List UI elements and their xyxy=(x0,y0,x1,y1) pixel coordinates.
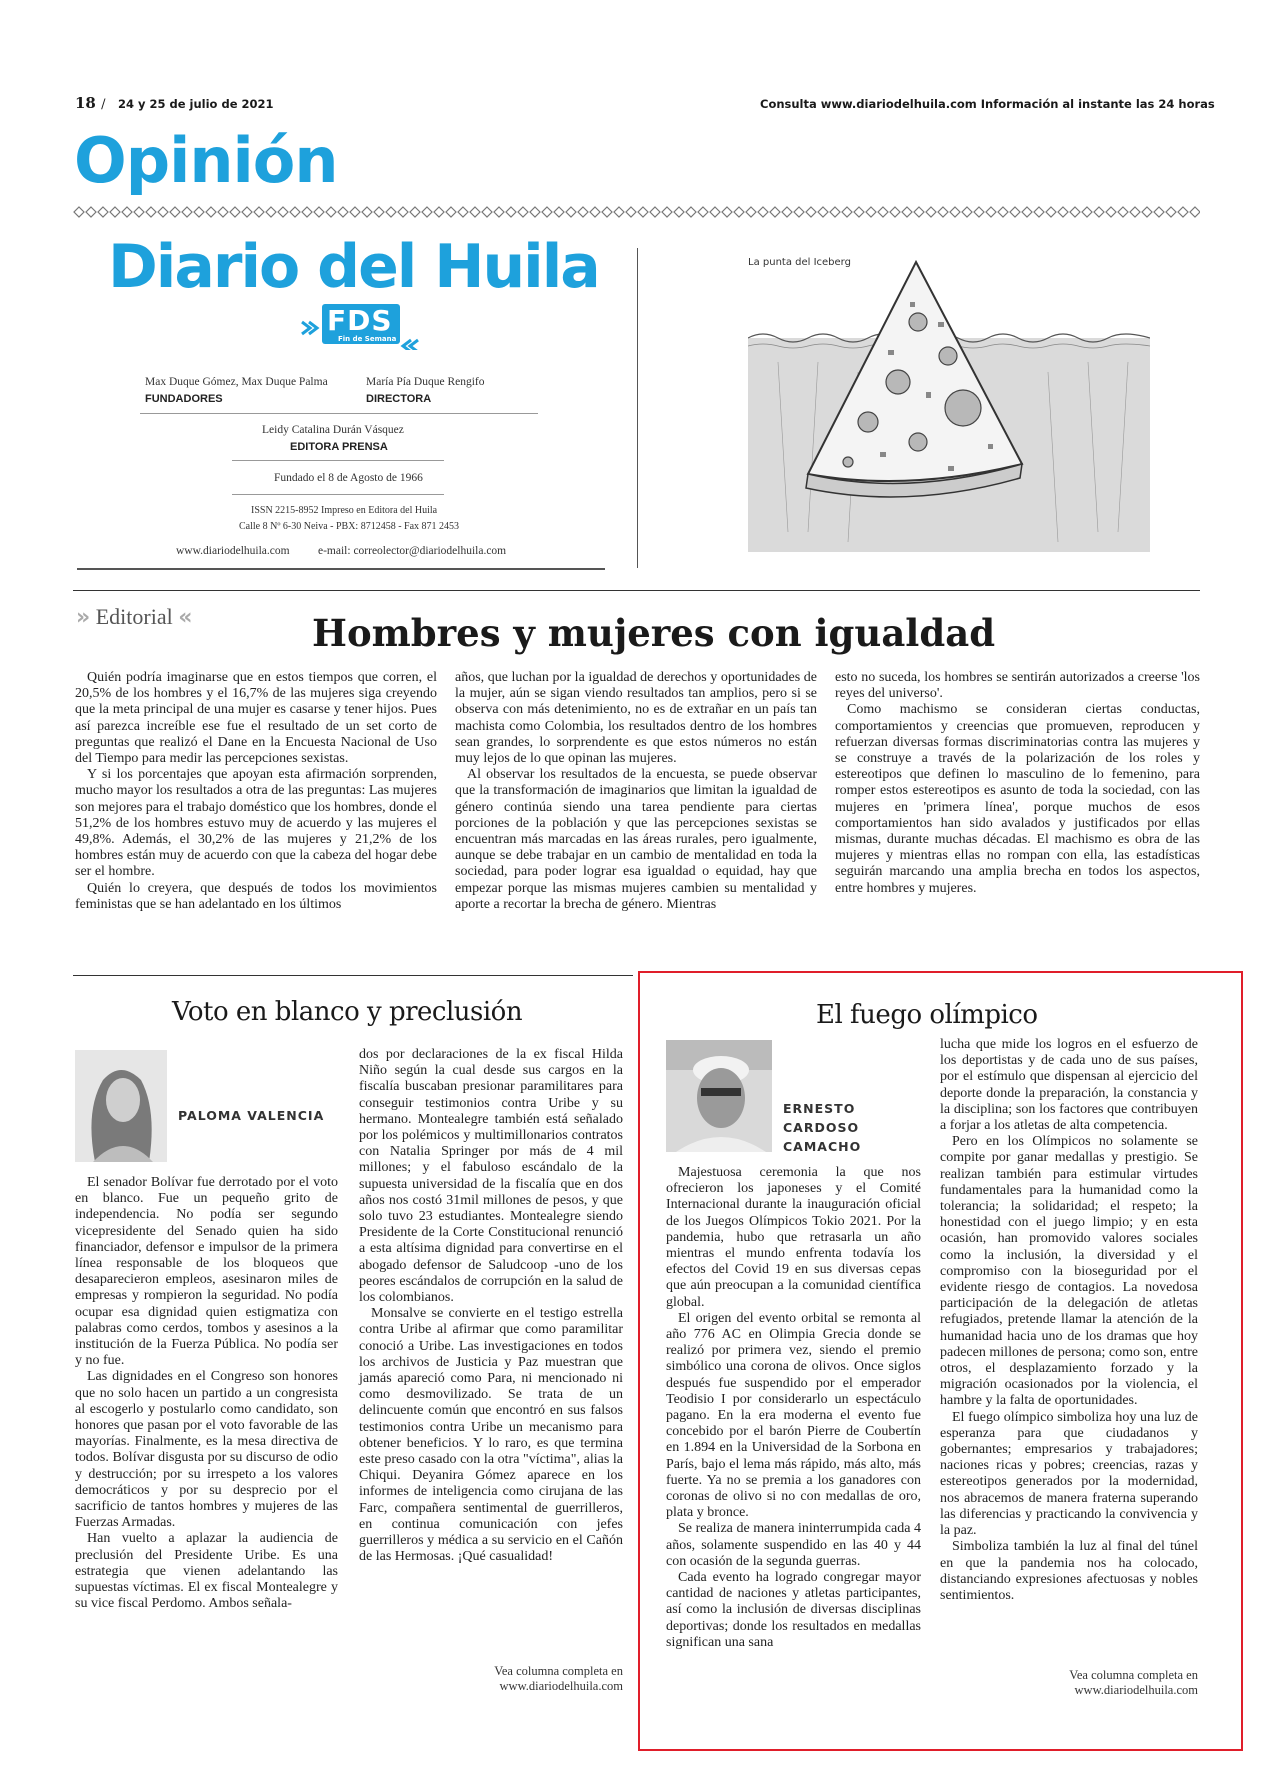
cartoon xyxy=(748,252,1150,552)
fds-badge-sub: Fin de Semana xyxy=(338,335,397,343)
paragraph: Majestuosa ceremonia la que nos ofrecieron los japoneses y el Comité Internacional durante la inauguración oficial de los Juegos Olímpicos Tokio 2021. Por la pandemia, hubo que retrasarla un año mientras el mundo enfrenta todavía los efectos del Covid 19 en sus diversas cepas que aún preocupan a la comunidad científica global. xyxy=(666,1165,921,1310)
decorative-chain-divider xyxy=(73,206,1200,218)
paragraph: Se realiza de manera ininterrumpida cada 4 años, solamente suspendido en las 40 y 44 con ocasión de la segunda guerras. xyxy=(666,1521,921,1569)
read-more-label: Vea columna completa en xyxy=(1069,1668,1198,1682)
address-line: Calle 8 Nº 6-30 Neiva - PBX: 8712458 - Fax 871 2453 xyxy=(239,521,460,532)
founders-names: Max Duque Gómez, Max Duque Palma xyxy=(145,376,328,388)
paragraph: Al observar los resultados de la encuesta, se puede observar que la transformación de imaginarios que limitan la igualdad de género continúa siendo una tarea pendiente para ciertas porciones de la población y que las percepciones sexistas se encuentran más marcadas en las áreas rurales, pero igualmente, aunque se debe trabajar en un cambio de mentalidad en toda la sociedad, para poder lograr esa igualdad o equidad, hay que empezar porque las mismas mujeres cambien su mentalidad y aporte a recortar la brecha de género. Mientras xyxy=(455,767,817,912)
editorial-column-3 xyxy=(835,670,1200,897)
read-more-label: Vea columna completa en xyxy=(494,1664,623,1678)
read-more-url[interactable]: www.diariodelhuila.com xyxy=(1074,1683,1198,1697)
issn-line: ISSN 2215-8952 Impreso en Editora del Huila xyxy=(251,505,438,516)
paragraph: Quién podría imaginarse que en estos tiempos que corren, el 20,5% de los hombres y el 16,7% de las mujeres siga creyendo que la meta principal de una mujer es casarse y tener hijos. Pues así parezca increíble ese fue el resultado de un set corto de preguntas que realizó el Dane en la Encuesta Nacional de Uso del Tiempo para medir las percepciones sexistas. xyxy=(75,670,437,767)
editor-name: Leidy Catalina Durán Vásquez xyxy=(262,424,404,436)
fuego-column-title: El fuego olímpico xyxy=(816,1000,1038,1030)
author-photo-paloma xyxy=(75,1050,167,1162)
masthead-divider xyxy=(232,494,444,495)
section-title: Opinión xyxy=(74,124,338,197)
editorial-tag-label: Editorial xyxy=(95,604,173,629)
paragraph: Cada evento ha logrado congregar mayor cantidad de naciones y atletas participantes, así como la inclusión de diversas disciplinas deportivas; donde los resultados en medallas significan una sana xyxy=(666,1570,921,1650)
issue-date: 24 y 25 de julio de 2021 xyxy=(118,97,274,111)
founded-date: Fundado el 8 de Agosto de 1966 xyxy=(274,472,423,484)
paragraph: Han vuelto a aplazar la audiencia de preclusión del Presidente Uribe. Es una estrategia que vienen adelantando las supuestas víctimas. El ex fiscal Montealegre y su vice fiscal Perdomo. Ambos señala- xyxy=(75,1531,338,1612)
fuego-column-2 xyxy=(940,1037,1198,1604)
pizza-iceberg-illustration xyxy=(748,252,1150,552)
masthead-divider xyxy=(140,413,538,414)
fds-badge-text: FDS xyxy=(327,304,393,337)
read-more-fuego[interactable] xyxy=(1000,1668,1198,1698)
editorial-top-rule xyxy=(73,590,1200,591)
read-more-voto[interactable] xyxy=(420,1664,623,1694)
paragraph: dos por declaraciones de la ex fiscal Hilda Niño según la cual desde sus cargos en la fiscalía buscaban presionar paramilitares para conseguir testimonios contra Uribe y su hermano. Montealegre también está señalado por los polémicos y multimillonarios contratos con Natalia Springer por más de 4 mil millones; y el fabuloso escándalo de la supuesta universidad de la fiscalía que en dos años nos costó 31mil millones de pesos, y que solo tuvo 23 estudiantes. Montealegre siendo Presidente de la Corte Constitucional renunció a esta altísima dignidad para convertirse en el abogado defensor de Saludcoop -uno de los peores escándalos de corrupción en la salud de los colombianos. xyxy=(359,1047,623,1306)
editorial-tag xyxy=(76,604,192,630)
paragraph: esto no suceda, los hombres se sentirán autorizados a creerse 'los reyes del universo'. xyxy=(835,670,1200,702)
fuego-column-1 xyxy=(666,1165,921,1651)
paragraph: El fuego olímpico simboliza hoy una luz de esperanza para que ciudadanos y gobernantes; empresarios y trabajadores; naciones ricas y pobres; creencias, razas y estereotipos generados por la modernidad, nos abracemos de manera fraterna superando las diferencias y practicando la convivencia y la paz. xyxy=(940,1409,1198,1539)
voto-column-1 xyxy=(75,1175,338,1612)
masthead-bottom-rule xyxy=(77,568,605,570)
vertical-separator xyxy=(637,248,638,568)
website-link[interactable]: www.diariodelhuila.com xyxy=(176,545,290,557)
author-name-paloma: PALOMA VALENCIA xyxy=(178,1108,325,1123)
header-tagline: Consulta www.diariodelhuila.com Información al instante las 24 horas xyxy=(760,97,1215,111)
editorial-column-2 xyxy=(455,670,817,913)
paragraph: El senador Bolívar fue derrotado por el voto en blanco. Fue un pequeño grito de independencia. No podía ser segundo vicepresidente del Senado quien ha sido financiador, defensor e impulsor de la primera línea responsable de los bloqueos que desaparecieron empleos, asesinaron miles de empresas y rompieron la seguridad. No podía ocupar esa dignidad quien estigmatiza con palabras como cerdos, tombos y asesinos a la institución de la Fuerza Pública. No podía ser y no fue. xyxy=(75,1175,338,1369)
masthead-divider xyxy=(232,460,444,461)
paragraph: El origen del evento orbital se remonta al año 776 AC en Olimpia Grecia donde se realizó por primera vez, siendo el premio simbólico una corona de olivos. Once siglos después fue suspendido por el emperador Teodisio I por considerarlo un espectáculo pagano. En la era moderna el evento fue concebido por el barón Pierre de Coubertín en 1.894 en la Universidad de la Sorbona en París, bajo el lema más rápido, más alto, más fuerte. Ya no se premia a los ganadores con coronas de olivo si no con medallas de oro, plata y bronce. xyxy=(666,1310,921,1521)
paragraph: Quién lo creyera, que después de todos los movimientos feministas que se han adelantado en los últimos xyxy=(75,880,437,912)
editorial-column-1 xyxy=(75,670,437,913)
double-chevron-left-icon: « xyxy=(178,605,193,630)
paragraph: Monsalve se convierte en el testigo estrella contra Uribe al afirmar que como paramilitar conoció a Uribe. Las investigaciones en todos los archivos de Justicia y Paz muestran que jamás apareció como Para, ni mencionado ni como desmovilizado. Se trata de un delincuente común que encontró en sus falsos testimonios contra Uribe un mecanismo para obtener beneficios. Y lo raro, es que termina este preso casado con la otra "víctima", alias la Chiqui. Deyanira Gómez aparece en los informes de inteligencia como cirujana de las Farc, compañera sentimental de guerrilleros, en continua comunicación con jefes guerrilleros y médica a su servicio en el Cañón de las Hermosas. ¡Qué casualidad! xyxy=(359,1306,623,1565)
fds-badge xyxy=(300,302,420,350)
email-link[interactable]: e-mail: correolector@diariodelhuila.com xyxy=(318,545,507,557)
section-rule xyxy=(73,975,633,976)
author-name-ernesto: ERNESTO CARDOSO CAMACHO xyxy=(783,1101,862,1154)
editor-role: EDITORA PRENSA xyxy=(290,441,388,453)
paragraph: Las dignidades en el Congreso son honores que no solo hacen un partido a un congresista al escogerlo y postularlo como candidato, son honores que pasan por el voto favorable de las mayorías. Finalmente, es la mesa directiva de todos. Bolívar disgusta por su discurso de odio y destrucción; por su irrespeto a los valores democráticos y por su desprecio por el sacrificio de tantos hombres y mujeres de las Fuerzas Armadas. xyxy=(75,1369,338,1531)
read-more-url[interactable]: www.diariodelhuila.com xyxy=(499,1679,623,1693)
cartoon-caption: La punta del Iceberg xyxy=(748,257,851,268)
masthead-logo: Diario del Huila xyxy=(108,232,599,302)
director-name: María Pía Duque Rengifo xyxy=(366,376,485,388)
voto-column-title: Voto en blanco y preclusión xyxy=(172,997,523,1027)
author-photo-ernesto xyxy=(666,1040,772,1152)
founders-role: FUNDADORES xyxy=(145,393,223,405)
paragraph: lucha que mide los logros en el esfuerzo de los deportistas y de cada uno de sus países, por el estímulo que dispensan al ejercicio del deporte donde la preparación, la constancia y la disciplina; son los factores que contribuyen a forjar a los atletas de alta competencia. xyxy=(940,1037,1198,1134)
page-number: 18 / xyxy=(75,94,106,112)
director-role: DIRECTORA xyxy=(366,393,432,405)
double-chevron-right-icon: » xyxy=(76,605,91,630)
paragraph: Pero en los Olímpicos no solamente se compite por ganar medallas y prestigio. Se realizan también para estimular virtudes fundamentales para la humanidad como la tolerancia; la solidaridad; el respeto; la honestidad con el juego limpio; y en esta ocasión, han promovido valores sociales como la inclusión, la diversidad y el compromiso con la bioseguridad por el evidente riesgo de contagios. La novedosa participación de la delegación de atletas refugiados, pretende llamar la atención de la humanidad hacia uno de los dramas que hoy padecen millones de persona; como son, entre otros, el desplazamiento forzado y la migración ocasionados por la violencia, el hambre y la falta de oportunidades. xyxy=(940,1134,1198,1409)
paragraph: años, que luchan por la igualdad de derechos y oportunidades de la mujer, aún se sigan viendo resultados tan amplios, pero si se observa con más detenimiento, no es de extrañar en un país tan machista como Colombia, los resultados dentro de los hombres sean grandes, lo sorprendente es que estos números no están muy lejos de lo que opinan las mujeres. xyxy=(455,670,817,767)
paragraph: Como machismo se consideran ciertas conductas, comportamientos y creencias que promueven, reproducen y refuerzan diversas formas discriminatorias contra las mujeres y se construye a través de la polarización de los roles y estereotipos que definen lo masculino de lo femenino, para romper estos estereotipos es asunto de toda la sociedad, con las mujeres en 'primera línea', porque muchos de esos comportamientos han sido avalados y justificados por ellas mismas, durante muchas décadas. El machismo es obra de las mujeres y mientras ellas no rompan con ella, las estadísticas seguirán marcando una amplia brecha en todos los aspectos, entre hombres y mujeres. xyxy=(835,702,1200,896)
editorial-title: Hombres y mujeres con igualdad xyxy=(312,611,996,655)
voto-column-2 xyxy=(359,1047,623,1566)
paragraph: Y si los porcentajes que apoyan esta afirmación sorprenden, mucho mayor los resultados a otra de las preguntas: Las mujeres son mejores para el trabajo doméstico que los hombres, donde el 51,2% de los hombres estuvo muy de acuerdo y las mujeres el 49,8%. Además, el 30,2% de las mujeres y 21,2% de los hombres están muy de acuerdo con que la cabeza del hogar debe ser el hombre. xyxy=(75,767,437,880)
paragraph: Simboliza también la luz al final del túnel en que la pandemia nos ha colocado, distanciando expresiones afectuosas y nobles sentimientos. xyxy=(940,1539,1198,1603)
